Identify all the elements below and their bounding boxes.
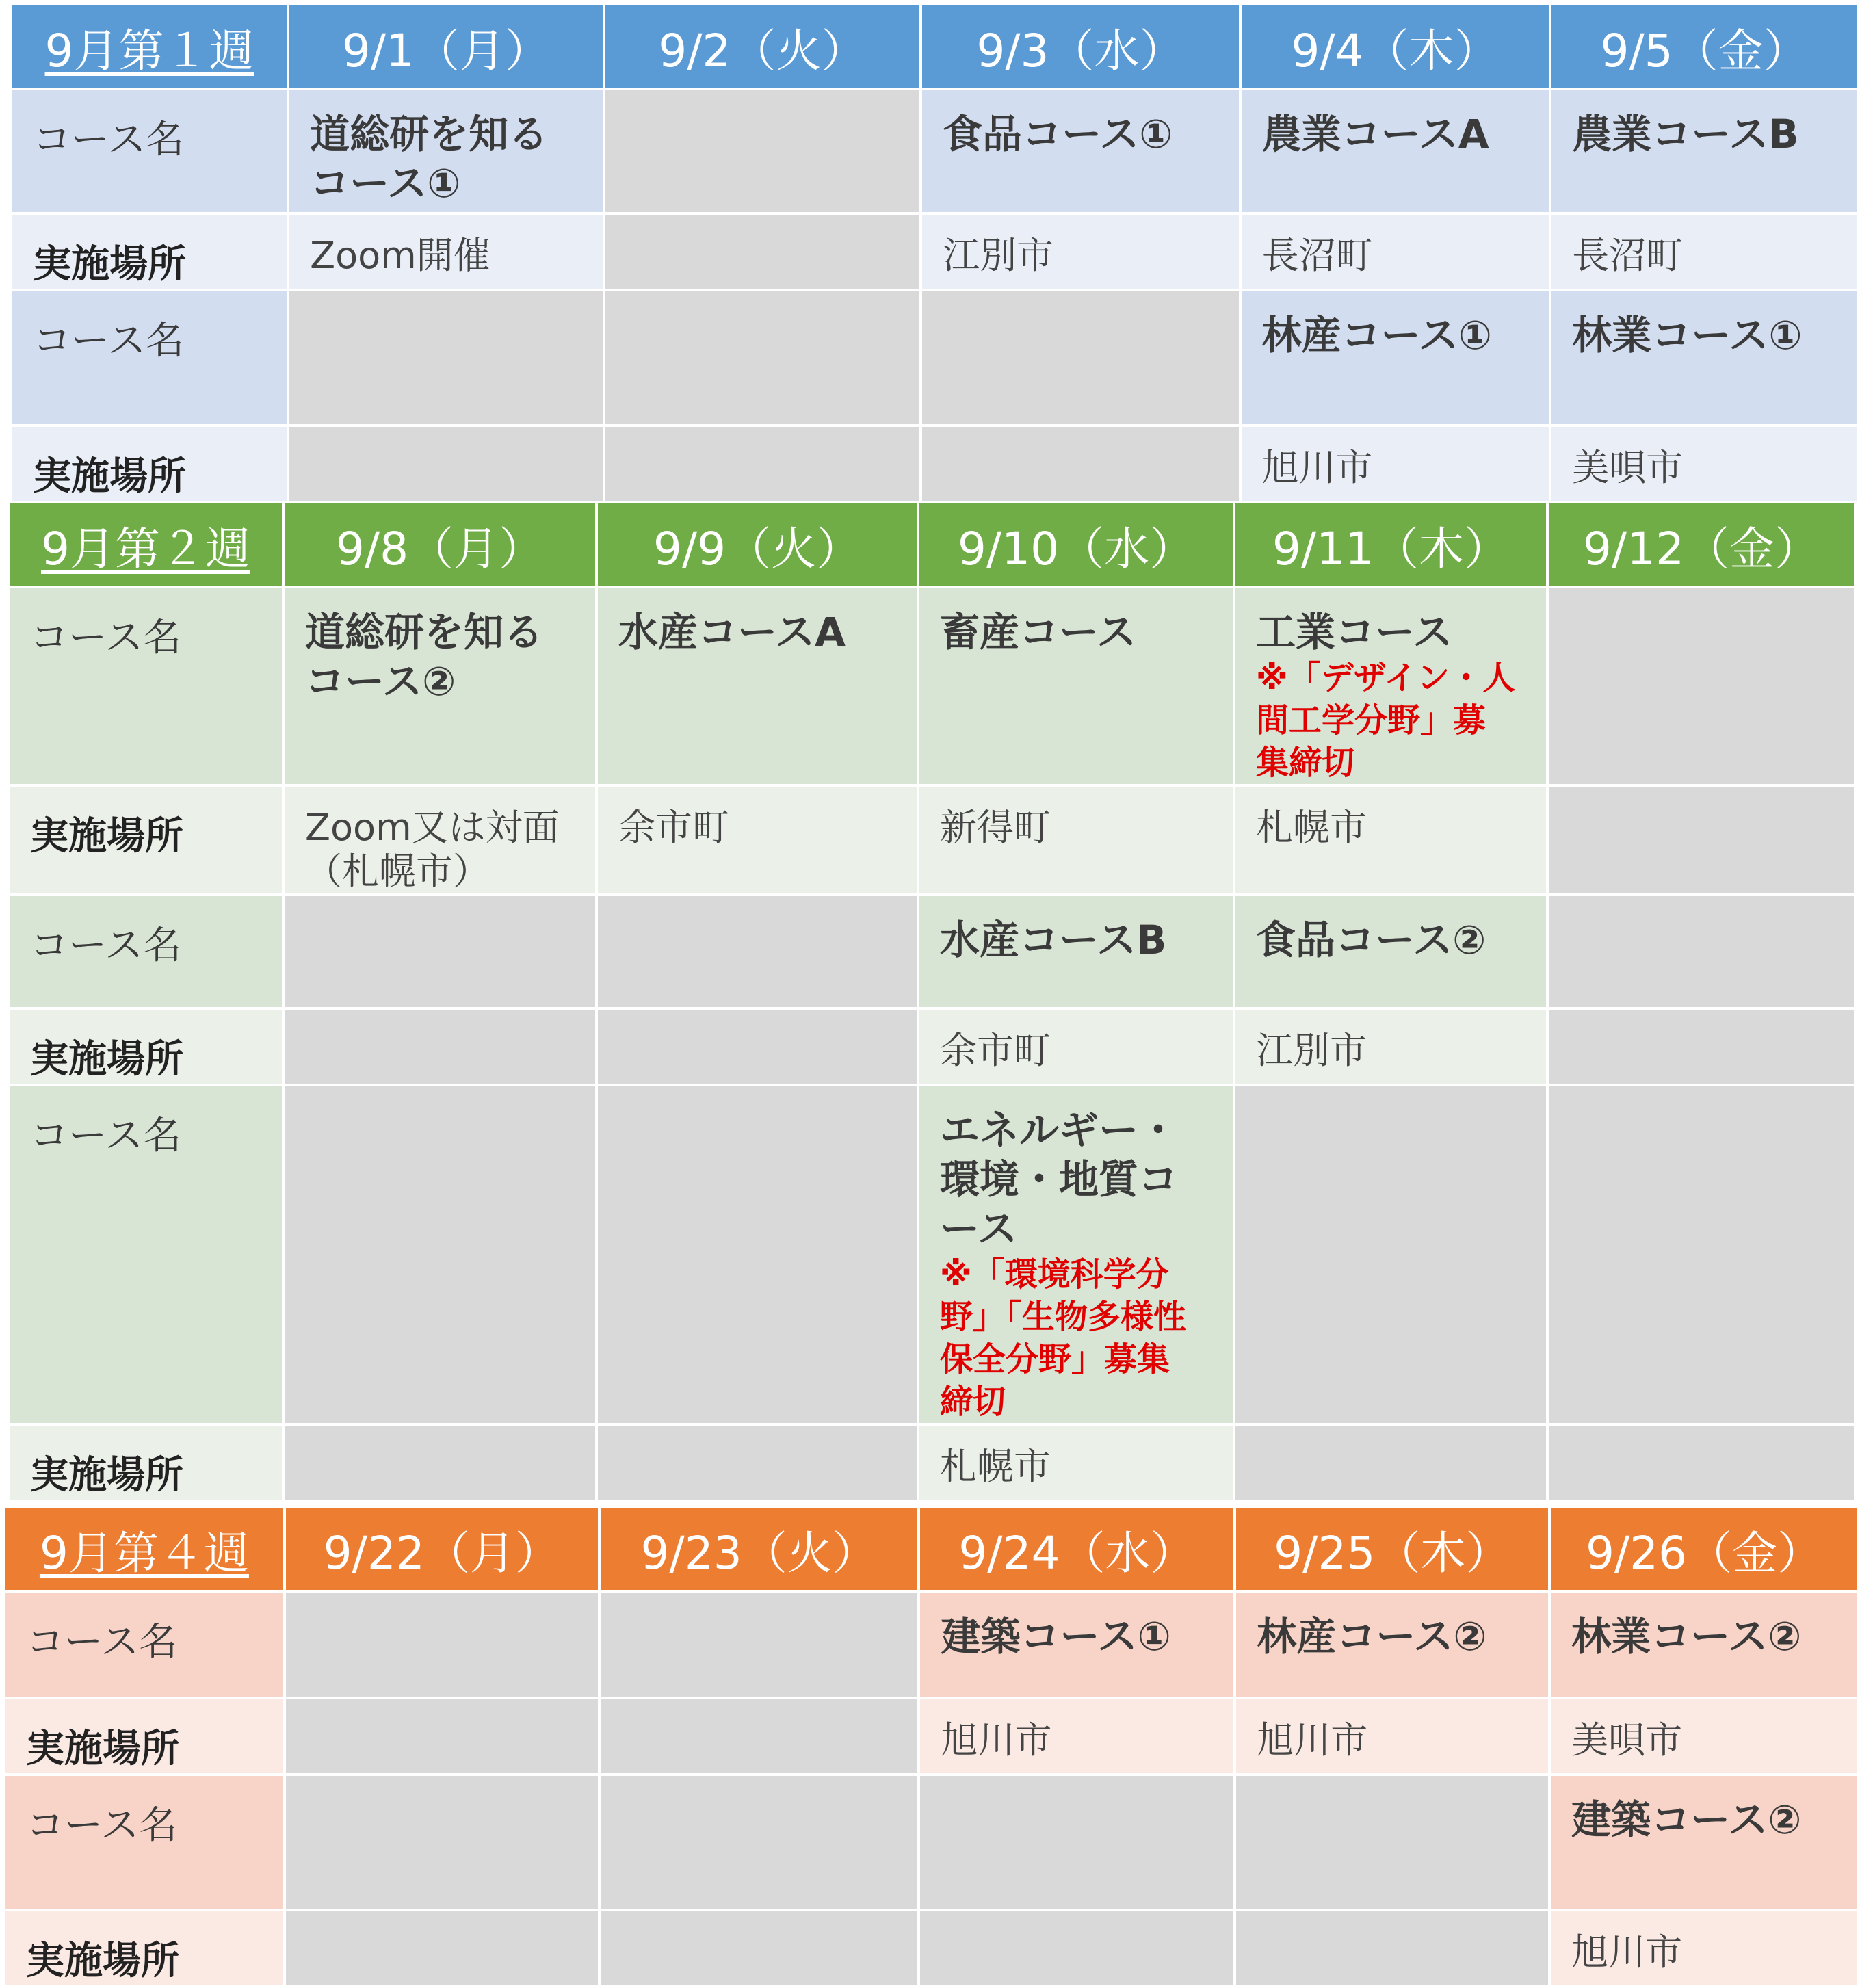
week4-course-row (4, 1591, 1859, 1698)
empty-cell (1547, 1008, 1855, 1085)
week2-course-row (8, 587, 1855, 785)
week2-day-header: 9/11（木） (1234, 502, 1547, 587)
venue: 美唄市 (1572, 446, 1684, 489)
venue-label: 実施場所 (11, 213, 288, 290)
venue: 旭川市 (1571, 1931, 1683, 1974)
empty-cell (919, 1775, 1235, 1910)
venue-cell (597, 785, 918, 895)
empty-cell (921, 426, 1240, 502)
week4-day-header: 9/23（火） (599, 1506, 919, 1591)
week1-place-row (11, 426, 1859, 502)
week1-schedule-table (10, 3, 1860, 503)
empty-cell (597, 1085, 918, 1424)
venue: Zoom開催 (310, 234, 490, 277)
course-name: 林産コース① (1261, 312, 1492, 358)
week4-place-row (4, 1910, 1859, 1987)
week2-day-header: 9/9（火） (597, 502, 918, 587)
empty-cell (597, 1424, 918, 1501)
empty-cell (283, 895, 597, 1008)
week2-day-header: 9/12（金） (1547, 502, 1855, 587)
course-name-label: コース名 (8, 587, 283, 785)
week4-schedule-table (3, 1505, 1860, 1988)
course-name: 道総研を知るコース① (310, 111, 549, 207)
course-cell (283, 587, 597, 785)
course-cell (918, 895, 1234, 1008)
course-name: 水産コースA (618, 609, 846, 655)
week2-place-row (8, 1008, 1855, 1085)
course-name: 食品コース② (1256, 917, 1486, 963)
week1-day-header: 9/3（水） (921, 4, 1240, 89)
empty-cell (283, 1008, 597, 1085)
course-cell (1235, 1591, 1549, 1698)
venue-label: 実施場所 (4, 1910, 285, 1987)
empty-cell (1547, 587, 1855, 785)
venue: 江別市 (1256, 1029, 1367, 1072)
deadline-note: ※「デザイン・人間工学分野」募集締切 (1256, 659, 1516, 782)
venue-cell (918, 1008, 1234, 1085)
week1-day-header: 9/4（木） (1240, 4, 1551, 89)
week4-place-row (4, 1698, 1859, 1775)
week1-course-row (11, 290, 1859, 426)
empty-cell (604, 213, 921, 290)
venue-cell (1240, 426, 1551, 502)
week4-day-header: 9/24（水） (919, 1506, 1235, 1591)
venue-cell (288, 213, 604, 290)
course-cell (1549, 1775, 1859, 1910)
empty-cell (285, 1775, 599, 1910)
week2-schedule-table (7, 501, 1857, 1502)
empty-cell (1234, 1424, 1547, 1501)
venue: 江別市 (943, 234, 1054, 277)
empty-cell (283, 1424, 597, 1501)
week4-course-row (4, 1775, 1859, 1910)
week1-place-row (11, 213, 1859, 290)
course-name: エネルギー・環境・地質コース (940, 1107, 1179, 1252)
week2-place-row (8, 785, 1855, 895)
week4-header-row (4, 1506, 1859, 1591)
venue: 旭川市 (1261, 446, 1373, 489)
empty-cell (285, 1698, 599, 1775)
venue-cell (918, 1424, 1234, 1501)
week2-course-row (8, 895, 1855, 1008)
course-name: 林産コース② (1257, 1613, 1487, 1660)
venue-label: 実施場所 (8, 1424, 283, 1501)
venue: 旭川市 (1257, 1718, 1368, 1762)
course-name: 畜産コース (940, 609, 1137, 655)
course-cell (918, 587, 1234, 785)
venue: 余市町 (940, 1029, 1051, 1072)
empty-cell (604, 89, 921, 213)
course-name: 食品コース① (943, 111, 1173, 157)
week1-title (11, 4, 288, 89)
empty-cell (599, 1591, 919, 1698)
course-name-label: コース名 (8, 895, 283, 1008)
course-cell (918, 1085, 1234, 1424)
venue-cell (1240, 213, 1551, 290)
venue-cell (1234, 1008, 1547, 1085)
venue-cell (919, 1698, 1235, 1775)
course-name-label: コース名 (4, 1591, 285, 1698)
week2-day-header: 9/10（水） (918, 502, 1234, 587)
course-name: 工業コース (1256, 609, 1453, 655)
empty-cell (599, 1775, 919, 1910)
course-name: 農業コースA (1261, 111, 1489, 157)
venue-label: 実施場所 (11, 426, 288, 502)
week2-course-row (8, 1085, 1855, 1424)
empty-cell (1234, 1085, 1547, 1424)
venue-cell (1234, 785, 1547, 895)
week2-header-row (8, 502, 1855, 587)
course-name: 水産コースB (940, 917, 1167, 963)
course-cell (288, 89, 604, 213)
course-name: 林業コース② (1571, 1613, 1802, 1660)
course-cell (1240, 89, 1551, 213)
course-name-label: コース名 (11, 290, 288, 426)
empty-cell (599, 1910, 919, 1987)
empty-cell (604, 290, 921, 426)
empty-cell (288, 426, 604, 502)
venue: 長沼町 (1261, 234, 1373, 277)
venue: 美唄市 (1571, 1718, 1683, 1762)
empty-cell (285, 1910, 599, 1987)
course-cell (919, 1591, 1235, 1698)
week2-place-row (8, 1424, 1855, 1501)
empty-cell (921, 290, 1240, 426)
empty-cell (919, 1910, 1235, 1987)
venue-label: 実施場所 (8, 785, 283, 895)
course-name: 建築コース② (1571, 1796, 1802, 1843)
week1-day-header: 9/2（火） (604, 4, 921, 89)
empty-cell (285, 1591, 599, 1698)
course-cell (1549, 1591, 1859, 1698)
venue: 長沼町 (1572, 234, 1684, 277)
empty-cell (599, 1698, 919, 1775)
venue-cell (921, 213, 1240, 290)
empty-cell (597, 895, 918, 1008)
course-name: 林業コース① (1572, 312, 1803, 358)
week1-course-row (11, 89, 1859, 213)
course-name-label: コース名 (4, 1775, 285, 1910)
week4-title (4, 1506, 285, 1591)
deadline-note: ※「環境科学分野」「生物多様性保全分野」募集締切 (940, 1255, 1187, 1421)
week1-header-row (11, 4, 1859, 89)
course-cell (597, 587, 918, 785)
empty-cell (1547, 785, 1855, 895)
venue-label: 実施場所 (8, 1008, 283, 1085)
week2-title-link[interactable]: 9月第２週 (41, 522, 250, 575)
empty-cell (1547, 1424, 1855, 1501)
course-name-label: コース名 (8, 1085, 283, 1424)
empty-cell (1235, 1910, 1549, 1987)
venue-cell (1235, 1698, 1549, 1775)
course-cell (921, 89, 1240, 213)
empty-cell (597, 1008, 918, 1085)
course-cell (1234, 587, 1547, 785)
venue: 旭川市 (941, 1718, 1052, 1762)
week4-day-header: 9/22（月） (285, 1506, 599, 1591)
venue: 札幌市 (1256, 806, 1367, 849)
week2-day-header: 9/8（月） (283, 502, 597, 587)
course-cell (1240, 290, 1551, 426)
empty-cell (1547, 895, 1855, 1008)
venue-cell (1550, 213, 1859, 290)
course-cell (1550, 89, 1859, 213)
course-cell (1550, 290, 1859, 426)
course-name-label: コース名 (11, 89, 288, 213)
week1-day-header: 9/5（金） (1550, 4, 1859, 89)
venue: 余市町 (618, 806, 729, 849)
week4-title-link[interactable]: 9月第４週 (39, 1526, 249, 1580)
course-cell (1234, 895, 1547, 1008)
venue-label: 実施場所 (4, 1698, 285, 1775)
venue: 札幌市 (940, 1445, 1051, 1488)
venue-cell (1549, 1698, 1859, 1775)
week2-title (8, 502, 283, 587)
empty-cell (604, 426, 921, 502)
course-name: 道総研を知るコース② (305, 609, 544, 705)
venue-cell (283, 785, 597, 895)
week4-day-header: 9/25（木） (1235, 1506, 1549, 1591)
venue: Zoom又は対面（札幌市） (305, 806, 560, 893)
empty-cell (1235, 1775, 1549, 1910)
week1-day-header: 9/1（月） (288, 4, 604, 89)
week4-day-header: 9/26（金） (1549, 1506, 1859, 1591)
week1-title-link[interactable]: 9月第１週 (44, 24, 254, 77)
venue-cell (918, 785, 1234, 895)
venue-cell (1549, 1910, 1859, 1987)
course-name: 農業コースB (1572, 111, 1799, 157)
empty-cell (283, 1085, 597, 1424)
course-name: 建築コース① (941, 1613, 1171, 1660)
venue: 新得町 (940, 806, 1051, 849)
venue-cell (1550, 426, 1859, 502)
empty-cell (288, 290, 604, 426)
empty-cell (1547, 1085, 1855, 1424)
